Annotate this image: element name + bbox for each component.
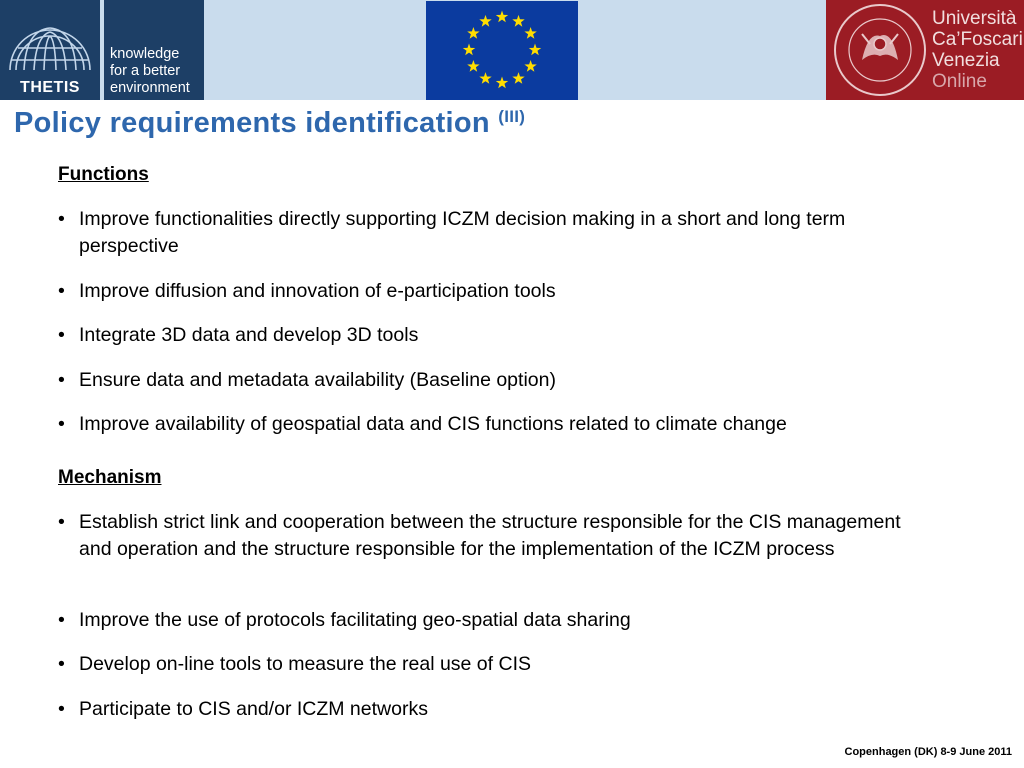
page-title	[14, 104, 525, 142]
list-item-text: Participate to CIS and/or ICZM networks	[79, 698, 428, 720]
eu-star-icon	[512, 72, 524, 84]
eu-star-icon	[496, 77, 508, 89]
functions-heading: Functions	[58, 164, 149, 185]
page-title-superscript: (III)	[498, 107, 526, 126]
thetis-name: THETIS	[20, 79, 80, 96]
eu-star-icon	[512, 15, 524, 27]
list-item	[58, 206, 938, 260]
tagline-box	[104, 0, 204, 100]
eu-star-icon	[496, 11, 508, 23]
list-item	[58, 278, 938, 305]
eu-stars-icon	[426, 1, 578, 100]
bullet-icon: •	[58, 208, 65, 230]
bullet-icon: •	[58, 698, 65, 720]
list-item	[58, 509, 938, 563]
eu-flag	[426, 1, 578, 100]
eu-star-icon	[529, 44, 541, 56]
eu-star-icon	[463, 44, 475, 56]
list-item-text: Improve functionalities directly supporting ICZM decision making in a short and long term perspective	[79, 208, 846, 257]
ca-foscari-seal-icon	[832, 0, 928, 100]
tagline-line: environment	[110, 80, 190, 96]
bullet-icon: •	[58, 609, 65, 631]
bullet-icon: •	[58, 280, 65, 302]
list-item-text: Ensure data and metadata availability (Baseline option)	[79, 369, 556, 391]
list-item-text: Establish strict link and cooperation between the structure responsible for the CIS management and operation and the structure responsible for the implementation of the ICZM process	[79, 511, 901, 560]
tagline-line: for a better	[110, 63, 181, 79]
eu-star-icon	[467, 27, 479, 39]
university-name-line: Venezia	[932, 50, 1000, 71]
eu-star-icon	[524, 60, 536, 72]
list-item	[58, 696, 938, 723]
mechanism-heading: Mechanism	[58, 467, 162, 488]
page-title-text: Policy requirements identification	[14, 107, 490, 139]
tagline-line: knowledge	[110, 46, 180, 62]
eu-star-icon	[479, 72, 491, 84]
list-item	[58, 651, 938, 678]
university-name-line: Ca’Foscari	[932, 29, 1023, 50]
eu-star-icon	[479, 15, 491, 27]
bullet-icon: •	[58, 511, 65, 533]
list-item-text: Improve the use of protocols facilitating geo-spatial data sharing	[79, 609, 631, 631]
list-item-text: Develop on-line tools to measure the real use of CIS	[79, 653, 531, 675]
list-item-text: Improve diffusion and innovation of e-participation tools	[79, 280, 556, 302]
footer-caption: Copenhagen (DK) 8-9 June 2011	[844, 746, 1012, 758]
thetis-logo	[0, 0, 100, 100]
list-item-text: Integrate 3D data and develop 3D tools	[79, 324, 419, 346]
list-item-text: Improve availability of geospatial data and CIS functions related to climate change	[79, 413, 787, 435]
list-item	[58, 367, 938, 394]
list-item	[58, 411, 938, 438]
list-item	[58, 607, 938, 634]
eu-star-icon	[467, 60, 479, 72]
list-item	[58, 322, 938, 349]
bullet-icon: •	[58, 653, 65, 675]
bullet-icon: •	[58, 413, 65, 435]
university-online-label: Online	[932, 71, 987, 92]
bullet-icon: •	[58, 369, 65, 391]
eu-star-icon	[524, 27, 536, 39]
university-name-line: Università	[932, 8, 1017, 29]
bullet-icon: •	[58, 324, 65, 346]
ca-foscari-logo	[826, 0, 1024, 100]
